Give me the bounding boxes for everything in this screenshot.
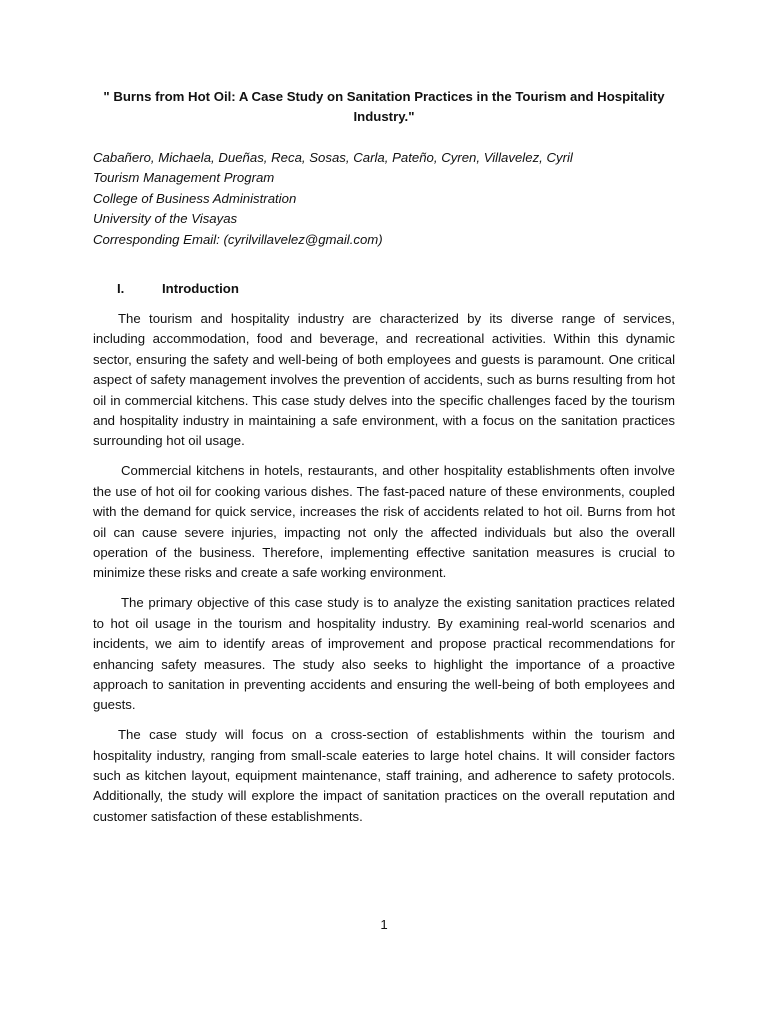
program-line: Tourism Management Program: [93, 170, 275, 186]
section-heading: [117, 279, 239, 299]
university-line: University of the Visayas: [93, 211, 238, 227]
authors-line: Cabañero, Michaela, Dueñas, Reca, Sosas, Carla, Pateño, Cyren, Villavelez, Cyril: [93, 150, 573, 165]
section-number: I.: [117, 281, 125, 296]
college-line: College of Business Administration: [93, 190, 297, 206]
section-title: Introduction: [162, 281, 239, 296]
document-title: " Burns from Hot Oil: A Case Study on Sanitation Practices in the Tourism and Hospitality Industry.": [103, 89, 665, 124]
page-number: 1: [380, 917, 388, 932]
body-text: [93, 309, 675, 837]
paragraph: The primary objective of this case study is to analyze the existing sanitation practices related to hot oil usage in the tourism and hospitality industry. By examining real-world scenarios and incidents, we aim to identify areas of improvement and propose practical recommendations for enhancing safety measures. The study also seeks to highlight the importance of a proactive approach to sanitation in preventing accidents and ensuring the well-being of both employees and guests.: [93, 595, 675, 713]
paragraph: Commercial kitchens in hotels, restaurants, and other hospitality establishments often involve the use of hot oil for cooking various dishes. The fast-paced nature of these environments, coupled with the demand for quick service, increases the risk of accidents related to hot oil. Burns from hot oil can cause severe injuries, impacting not only the affected individuals but also the overall operation of the business. Therefore, implementing effective sanitation measures is crucial to minimize these risks and create a safe working environment.: [93, 463, 675, 581]
paragraph: The tourism and hospitality industry are characterized by its diverse range of services, including accommodation, food and beverage, and recreational activities. Within this dynamic sector, ensuring the safety and well-being of both employees and guests is paramount. One critical aspect of safety management involves the prevention of accidents, such as burns resulting from hot oil in commercial kitchens. This case study delves into the specific challenges faced by the tourism and hospitality industry in maintaining a safe environment, with a focus on the sanitation practices surrounding hot oil usage.: [93, 311, 675, 449]
email-line: Corresponding Email: (cyrilvillavelez@gmail.com): [93, 231, 383, 247]
author-block: [93, 148, 675, 250]
paragraph: The case study will focus on a cross-section of establishments within the tourism and hospitality industry, ranging from small-scale eateries to large hotel chains. It will consider factors such as kitchen layout, equipment maintenance, staff training, and adherence to safety protocols. Additionally, the study will explore the impact of sanitation practices on the overall reputation and customer satisfaction of these establishments.: [93, 727, 675, 824]
